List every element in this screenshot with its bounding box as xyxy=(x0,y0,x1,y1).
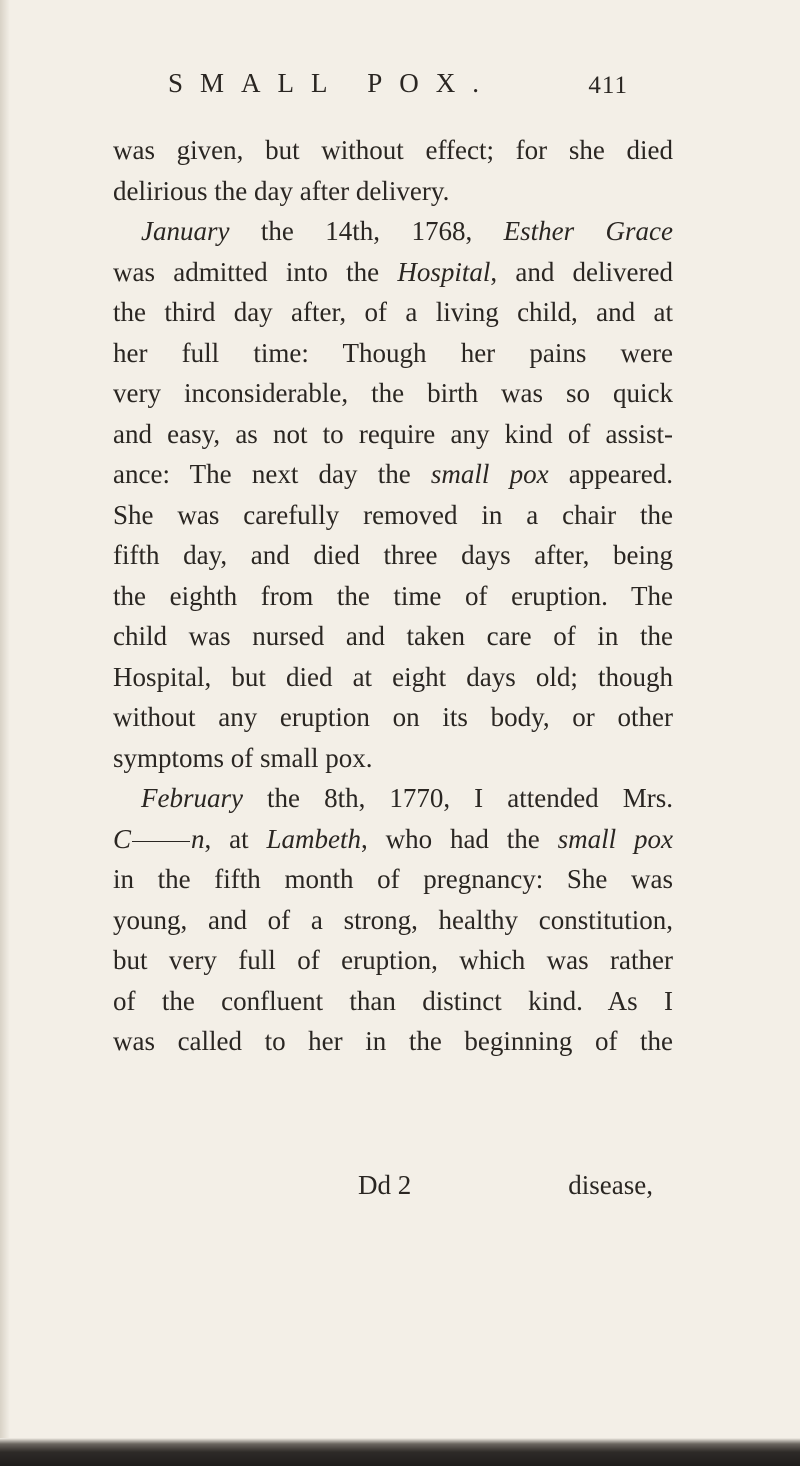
text-line: She was carefully removed in a chair the xyxy=(113,499,673,530)
text-line: child was nursed and taken care of in the xyxy=(113,621,673,651)
text-line: was admitted into the Hospital, and delivered xyxy=(113,256,674,287)
text-line: fifth day, and died three days after, being xyxy=(113,540,673,570)
text-line: the third day after, of a living child, and at xyxy=(113,297,673,327)
name-dash xyxy=(132,841,190,842)
running-header xyxy=(168,68,628,108)
text-line: of the confluent than distinct kind. As I xyxy=(113,985,673,1016)
text-line: symptoms of small pox. xyxy=(113,742,373,773)
text-line: delirious the day after delivery. xyxy=(113,175,450,206)
text-line: without any eruption on its body, or other xyxy=(113,702,673,732)
text-line: and easy, as not to require any kind of assist- xyxy=(113,418,673,449)
header-title: SMALL POX. xyxy=(168,68,497,98)
catchword: disease, xyxy=(568,1170,653,1200)
page-spine-shadow xyxy=(0,0,10,1466)
text-line: was called to her in the beginning of the xyxy=(113,1026,673,1056)
text-line: Hospital, but died at eight days old; though xyxy=(113,661,673,692)
text-line: young, and of a strong, healthy constitution, xyxy=(113,904,673,935)
text-line: the eighth from the time of eruption. The xyxy=(113,580,673,611)
text-line: in the fifth month of pregnancy: She was xyxy=(113,864,673,894)
text-line: very inconsiderable, the birth was so quick xyxy=(113,378,673,408)
body-text xyxy=(113,130,673,1062)
text-line: but very full of eruption, which was rather xyxy=(113,945,673,975)
page-footer xyxy=(113,1170,653,1210)
text-line: ance: The next day the small pox appeared. xyxy=(113,459,673,489)
signature-mark: Dd 2 xyxy=(358,1170,412,1200)
text-line: C n, at Lambeth, who had the small pox xyxy=(113,823,673,854)
page-number: 411 xyxy=(588,72,628,99)
page-bottom-edge xyxy=(0,1438,800,1466)
text-line: her full time: Though her pains were xyxy=(113,337,673,368)
text-line: was given, but without effect; for she died xyxy=(113,135,673,165)
text-line: January the 14th, 1768, Esther Grace xyxy=(141,216,673,246)
text-line: February the 8th, 1770, I attended Mrs. xyxy=(141,783,673,813)
